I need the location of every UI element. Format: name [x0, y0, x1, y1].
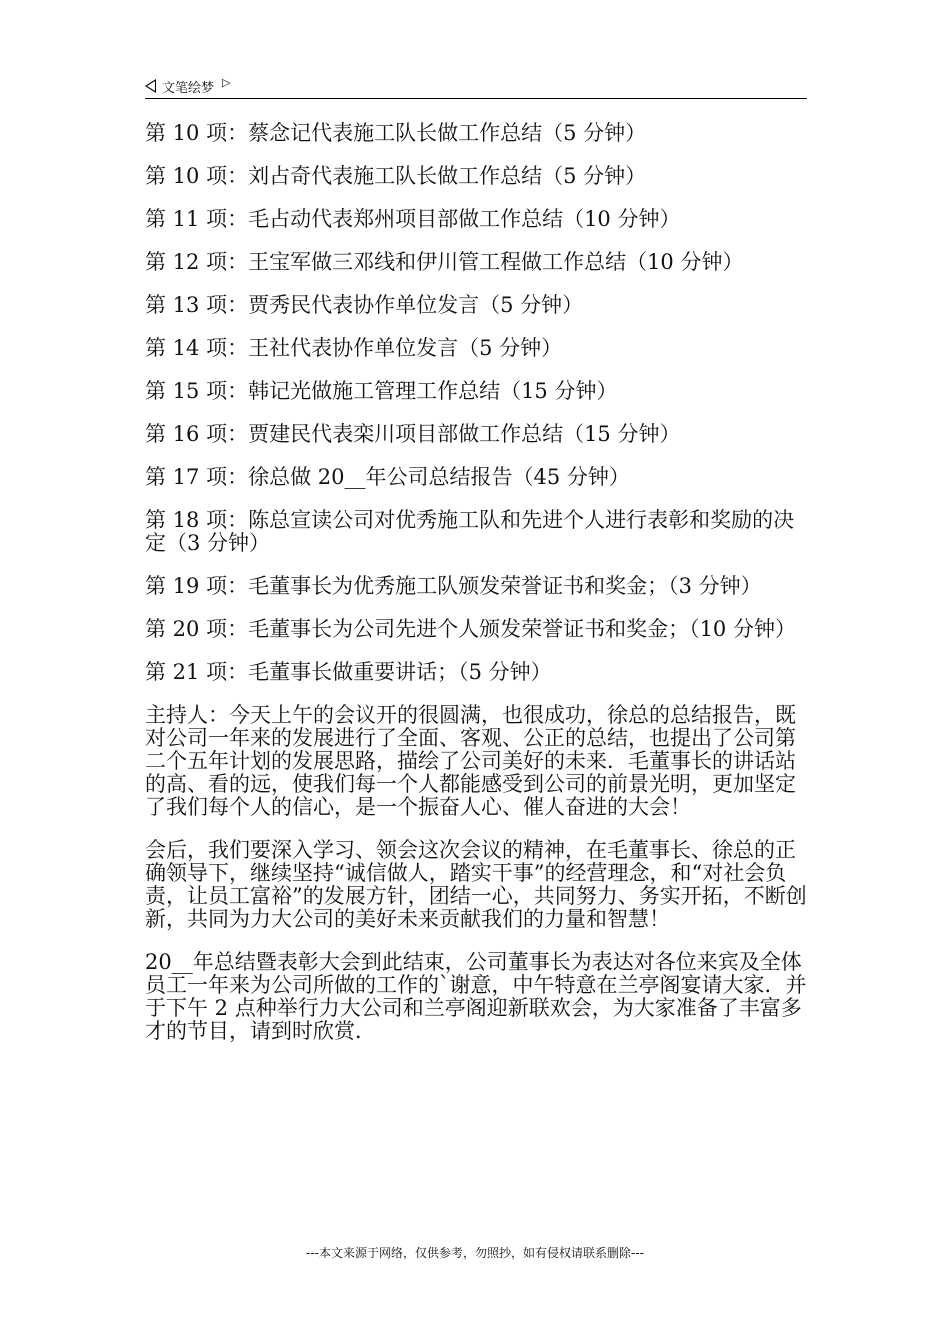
agenda-item: 第 20 项：毛董事长为公司先进个人颁发荣誉证书和奖金；（10 分钟）: [145, 617, 796, 641]
page-header: [145, 74, 807, 99]
agenda-item: 第 13 项：贾秀民代表协作单位发言（5 分钟）: [145, 293, 584, 317]
footer-notice: ---本文来源于网络，仅供参考，勿照抄，如有侵权请联系删除---: [306, 1246, 644, 1260]
triangle-left-icon: [145, 79, 156, 93]
header-brand: 文笔绘梦: [162, 80, 215, 96]
agenda-item: 第 18 项：陈总宣读公司对优秀施工队和先进个人进行表彰和奖励的决定（3 分钟）: [145, 508, 795, 555]
follow-up-paragraph: 会后，我们要深入学习、领会这次会议的精神，在毛董事长、徐总的正确领导下，继续坚持“诚信做人，踏实干事”的经营理念，和“对社会负责，让员工富裕”的发展方针，团结一心，共同努力、务实开拓，不断创新，共同为力大公司的美好未来贡献我们的力量和智慧！: [145, 838, 807, 931]
closing-announcement-paragraph: 20__年总结暨表彰大会到此结束，公司董事长为表达对各位来宾及全体员工一年来为公司所做的工作的`谢意，中午特意在兰亭阁宴请大家．并于下午 2 点种举行力大公司和兰亭阁迎新联欢会，为大家准备了丰富多才的节目，请到时欣赏．: [145, 950, 807, 1043]
triangle-right-icon: ▷: [222, 75, 231, 89]
agenda-item: 第 16 项：贾建民代表栾川项目部做工作总结（15 分钟）: [145, 422, 681, 446]
agenda-item: 第 17 项：徐总做 20__年公司总结报告（45 分钟）: [145, 465, 630, 489]
agenda-item: 第 11 项：毛占动代表郑州项目部做工作总结（10 分钟）: [145, 207, 681, 231]
document-body: [145, 122, 810, 1063]
agenda-item: 第 10 项：刘占奇代表施工队长做工作总结（5 分钟）: [145, 164, 647, 188]
agenda-item: 第 19 项：毛董事长为优秀施工队颁发荣誉证书和奖金；（3 分钟）: [145, 574, 762, 598]
agenda-item: 第 14 项：王社代表协作单位发言（5 分钟）: [145, 336, 563, 360]
agenda-item: 第 10 项：蔡念记代表施工队长做工作总结（5 分钟）: [145, 121, 647, 145]
agenda-item: 第 12 项：王宝军做三邓线和伊川管工程做工作总结（10 分钟）: [145, 250, 744, 274]
agenda-item: 第 15 项：韩记光做施工管理工作总结（15 分钟）: [145, 379, 618, 403]
host-closing-paragraph: 主持人：今天上午的会议开的很圆满，也很成功，徐总的总结报告，既对公司一年来的发展进行了全面、客观、公正的总结，也提出了公司第二个五年计划的发展思路，描绘了公司美好的未来．毛董事长的讲话站的高、看的远，使我们每一个人都能感受到公司的前景光明，更加坚定了我们每个人的信心，是一个振奋人心、催人奋进的大会！: [145, 703, 796, 819]
agenda-item: 第 21 项：毛董事长做重要讲话；（5 分钟）: [145, 660, 552, 684]
